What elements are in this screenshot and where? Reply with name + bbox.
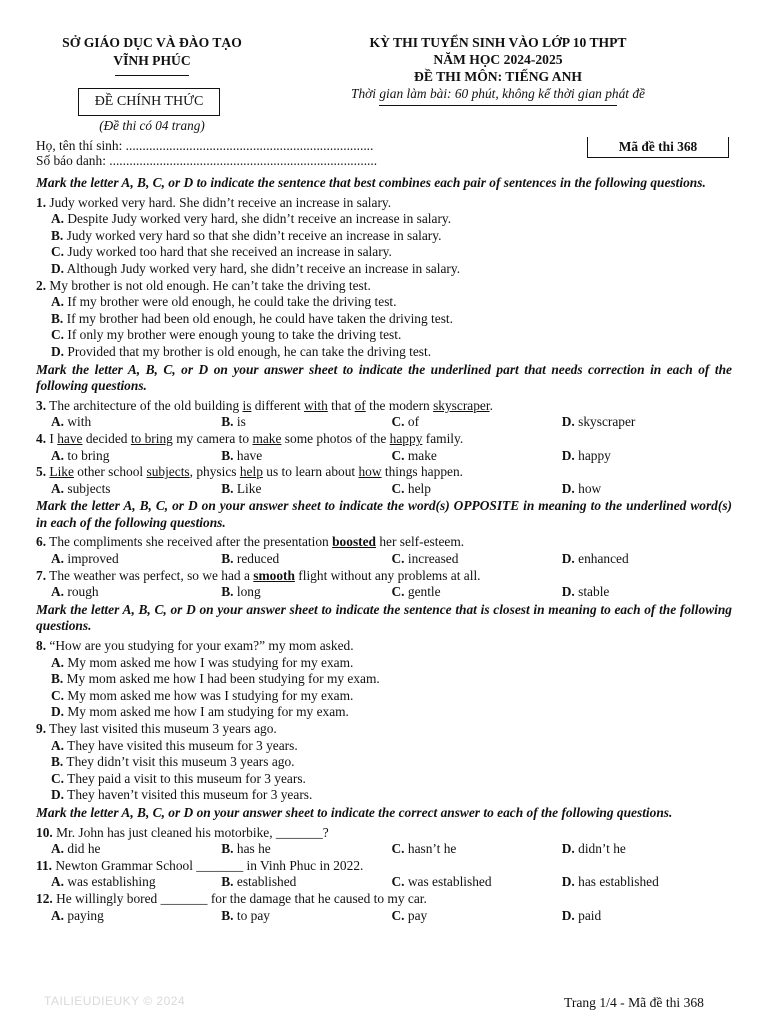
option-letter: C. xyxy=(391,414,405,430)
option-letter: D. xyxy=(561,551,575,567)
option-letter: C. xyxy=(391,480,405,496)
option-d: Although Judy worked very hard, she didn’t receive an increase in salary. xyxy=(64,260,461,276)
option-b: long xyxy=(233,584,261,600)
pages-note: (Đề thi có 04 trang) xyxy=(99,118,205,133)
department-header xyxy=(36,34,268,76)
stem-text: , physics xyxy=(189,464,240,480)
official-label-box: ĐỀ CHÍNH THỨC xyxy=(78,88,220,116)
underlined-word: help xyxy=(239,464,263,480)
stem-text: flight without any problems at all. xyxy=(294,567,481,583)
question-number: 4. xyxy=(36,430,47,446)
question-6 xyxy=(36,534,732,567)
question-stem: “How are you studying for your exam?” my mom asked. xyxy=(46,638,354,654)
option-letter: D. xyxy=(561,874,575,890)
option-a: If my brother were old enough, he could take the driving test. xyxy=(64,294,397,310)
candidate-name-line: Họ, tên thí sinh: .......................................................................... xyxy=(36,138,374,153)
option-letter: C. xyxy=(391,584,405,600)
option-c: If only my brother were enough young to take the driving test. xyxy=(64,327,402,343)
option-letter: B. xyxy=(51,754,64,770)
option-b: If my brother had been old enough, he could have taken the driving test. xyxy=(63,310,453,326)
option-d: happy xyxy=(574,447,611,463)
option-letter: B. xyxy=(221,551,234,567)
option-c: Judy worked too hard that she received an increase in salary. xyxy=(64,244,392,260)
option-b: established xyxy=(233,874,297,890)
option-d: stable xyxy=(574,584,610,600)
option-c: help xyxy=(404,480,431,496)
question-stem: Mr. John has just cleaned his motorbike, _______? xyxy=(52,824,329,840)
option-c: They paid a visit to this museum for 3 years. xyxy=(64,770,306,786)
option-letter: A. xyxy=(51,211,65,227)
exam-title: KỲ THI TUYỂN SINH VÀO LỚP 10 THPT xyxy=(369,35,627,50)
option-letter: B. xyxy=(221,584,234,600)
option-letter: D. xyxy=(561,447,575,463)
option-a: with xyxy=(64,414,92,430)
question-11 xyxy=(36,858,732,891)
department-line2: VĨNH PHÚC xyxy=(113,53,191,68)
options-row xyxy=(51,448,732,465)
underlined-word: make xyxy=(252,430,282,446)
question-number: 5. xyxy=(36,464,47,480)
question-stem: Judy worked very hard. She didn’t receive an increase in salary. xyxy=(46,194,392,210)
question-2 xyxy=(36,278,732,361)
option-letter: D. xyxy=(561,841,575,857)
department-line1: SỞ GIÁO DỤC VÀ ĐÀO TẠO xyxy=(62,35,242,50)
underlined-word: how xyxy=(358,464,382,480)
question-stem: He willingly bored _______ for the damage that he caused to my car. xyxy=(52,890,427,906)
section-instruction: Mark the letter A, B, C, or D on your answer sheet to indicate the correct answer to each of the following questions. xyxy=(36,804,673,820)
option-b: They didn’t visit this museum 3 years ago. xyxy=(63,754,295,770)
option-letter: A. xyxy=(51,447,65,463)
section-instruction: Mark the letter A, B, C, or D on your answer sheet to indicate the word(s) OPPOSITE in meaning to the underlined word(s) in each of the following questions. xyxy=(36,498,732,530)
option-c: pay xyxy=(404,907,428,923)
option-d: enhanced xyxy=(574,551,629,567)
option-letter: C. xyxy=(51,244,65,260)
watermark: TAILIEUDIEUKY © 2024 xyxy=(44,994,186,1008)
stem-text: her self-esteem. xyxy=(376,534,465,550)
underlined-word: boosted xyxy=(332,534,377,550)
option-a: My mom asked me how I was studying for my exam. xyxy=(64,654,354,670)
underlined-word: smooth xyxy=(253,567,295,583)
option-letter: C. xyxy=(51,770,65,786)
question-number: 7. xyxy=(36,567,47,583)
options-row xyxy=(51,841,732,858)
question-number: 8. xyxy=(36,638,47,654)
option-b: to pay xyxy=(233,907,270,923)
option-letter: A. xyxy=(51,654,65,670)
option-letter: A. xyxy=(51,584,65,600)
stem-text: us to learn about xyxy=(262,464,359,480)
option-letter: C. xyxy=(391,551,405,567)
option-a: subjects xyxy=(64,480,111,496)
question-9 xyxy=(36,721,732,804)
underlined-word: to bring xyxy=(130,430,173,446)
stem-text: The weather was perfect, so we had a xyxy=(46,567,254,583)
options-row xyxy=(51,551,732,568)
option-letter: C. xyxy=(391,841,405,857)
stem-text: The compliments she received after the presentation xyxy=(46,534,333,550)
option-letter: C. xyxy=(51,687,65,703)
option-a: rough xyxy=(64,584,99,600)
option-d: They haven’t visited this museum for 3 years. xyxy=(64,787,313,803)
option-d: has established xyxy=(574,874,659,890)
option-letter: D. xyxy=(51,787,65,803)
option-c: of xyxy=(404,414,420,430)
subject: ĐỀ THI MÔN: TIẾNG ANH xyxy=(414,69,582,84)
options-row xyxy=(51,908,732,925)
option-a: did he xyxy=(64,841,101,857)
stem-text: my camera to xyxy=(172,430,253,446)
options-row xyxy=(51,874,732,891)
option-b: reduced xyxy=(233,551,280,567)
option-letter: A. xyxy=(51,551,65,567)
option-letter: A. xyxy=(51,841,65,857)
option-a: They have visited this museum for 3 years. xyxy=(64,737,298,753)
stem-text: I xyxy=(46,430,58,446)
option-b: have xyxy=(233,447,263,463)
option-letter: D. xyxy=(561,480,575,496)
option-letter: B. xyxy=(221,480,234,496)
question-8 xyxy=(36,638,732,721)
option-c: make xyxy=(404,447,437,463)
page-footer: Trang 1/4 - Mã đề thi 368 xyxy=(564,995,704,1010)
option-letter: B. xyxy=(221,414,234,430)
stem-text: decided xyxy=(82,430,131,446)
question-number: 9. xyxy=(36,721,47,736)
question-number: 1. xyxy=(36,194,47,210)
section-instruction: Mark the letter A, B, C, or D on your answer sheet to indicate the underlined part that needs correction in each of the following questions. xyxy=(36,361,732,394)
question-stem: They last visited this museum 3 years ago. xyxy=(46,721,277,736)
option-letter: B. xyxy=(51,671,64,687)
option-d: My mom asked me how I am studying for my exam. xyxy=(64,704,349,720)
option-c: gentle xyxy=(404,584,441,600)
section-instruction: Mark the letter A, B, C, or D to indicate the sentence that best combines each pair of sentences in the following questions. xyxy=(36,175,706,190)
option-letter: C. xyxy=(391,874,405,890)
options-row xyxy=(51,414,732,431)
time-note: Thời gian làm bài: 60 phút, không kể thời gian phát đề xyxy=(351,86,645,101)
option-letter: C. xyxy=(391,907,405,923)
section-instruction: Mark the letter A, B, C, or D on your answer sheet to indicate the sentence that is closest in meaning to each of the following questions. xyxy=(36,601,732,634)
questions xyxy=(36,174,732,924)
option-d: how xyxy=(574,480,602,496)
option-c: increased xyxy=(404,551,459,567)
option-letter: B. xyxy=(221,841,234,857)
underlined-word: of xyxy=(354,397,366,413)
option-letter: C. xyxy=(391,447,405,463)
exam-code-box: Mã đề thi 368 xyxy=(587,137,729,158)
school-year: NĂM HỌC 2024-2025 xyxy=(433,52,563,67)
question-number: 2. xyxy=(36,277,47,293)
question-stem: My brother is not old enough. He can’t take the driving test. xyxy=(46,277,371,293)
question-1 xyxy=(36,195,732,278)
underlined-word: skyscraper xyxy=(433,397,490,413)
option-letter: D. xyxy=(561,907,575,923)
underlined-word: subjects xyxy=(146,464,190,480)
underlined-word: have xyxy=(57,430,83,446)
option-letter: B. xyxy=(51,310,64,326)
option-letter: A. xyxy=(51,294,65,310)
option-letter: C. xyxy=(51,327,65,343)
question-stem: Newton Grammar School _______ in Vinh Phuc in 2022. xyxy=(52,857,364,873)
option-letter: B. xyxy=(221,874,234,890)
stem-text: . xyxy=(489,397,493,413)
department-rule xyxy=(115,75,189,76)
question-number: 6. xyxy=(36,534,47,550)
option-a: to bring xyxy=(64,447,110,463)
stem-text: family. xyxy=(422,430,464,446)
underlined-word: is xyxy=(242,397,252,413)
option-d: paid xyxy=(574,907,602,923)
question-number: 10. xyxy=(36,824,53,840)
option-a: improved xyxy=(64,551,119,567)
option-letter: D. xyxy=(51,343,65,359)
option-b: is xyxy=(233,414,246,430)
option-b: has he xyxy=(233,841,271,857)
question-number: 11. xyxy=(36,857,52,873)
option-letter: D. xyxy=(561,414,575,430)
option-a: was establishing xyxy=(64,874,156,890)
candidate-number-line: Số báo danh: ................................................................................ xyxy=(36,153,378,168)
option-letter: D. xyxy=(561,584,575,600)
stem-text: some photos of the xyxy=(281,430,390,446)
question-10 xyxy=(36,825,732,858)
question-number: 12. xyxy=(36,890,53,906)
option-c: hasn’t he xyxy=(404,841,457,857)
exam-header xyxy=(318,34,678,106)
option-letter: A. xyxy=(51,737,65,753)
option-c: was established xyxy=(404,874,492,890)
option-letter: A. xyxy=(51,874,65,890)
option-c: My mom asked me how was I studying for my exam. xyxy=(64,687,354,703)
option-a: Despite Judy worked very hard, she didn’t receive an increase in salary. xyxy=(64,211,452,227)
option-b: Judy worked very hard so that she didn’t receive an increase in salary. xyxy=(63,227,442,243)
stem-text: different xyxy=(251,397,305,413)
option-letter: B. xyxy=(51,227,64,243)
underlined-word: with xyxy=(304,397,328,413)
question-7 xyxy=(36,568,732,601)
question-3 xyxy=(36,398,732,431)
option-letter: A. xyxy=(51,414,65,430)
question-5 xyxy=(36,464,732,497)
stem-text: things happen. xyxy=(381,464,463,480)
option-d: didn’t he xyxy=(574,841,626,857)
options-row xyxy=(51,584,732,601)
option-d: skyscraper xyxy=(574,414,636,430)
question-number: 3. xyxy=(36,397,47,413)
option-letter: A. xyxy=(51,480,65,496)
underlined-word: Like xyxy=(49,464,74,480)
exam-header-rule xyxy=(379,105,617,106)
option-letter: A. xyxy=(51,907,65,923)
stem-text: the modern xyxy=(365,397,434,413)
option-letter: D. xyxy=(51,260,65,276)
option-letter: B. xyxy=(221,447,234,463)
stem-text: other school xyxy=(73,464,147,480)
option-letter: B. xyxy=(221,907,234,923)
option-letter: D. xyxy=(51,704,65,720)
stem-text: The architecture of the old building xyxy=(46,397,243,413)
option-d: Provided that my brother is old enough, he can take the driving test. xyxy=(64,343,432,359)
option-a: paying xyxy=(64,907,104,923)
stem-text: that xyxy=(327,397,355,413)
question-12 xyxy=(36,891,732,924)
underlined-word: happy xyxy=(389,430,423,446)
option-b: My mom asked me how I had been studying for my exam. xyxy=(63,671,380,687)
options-row xyxy=(51,481,732,498)
option-b: Like xyxy=(233,480,262,496)
question-4 xyxy=(36,431,732,464)
